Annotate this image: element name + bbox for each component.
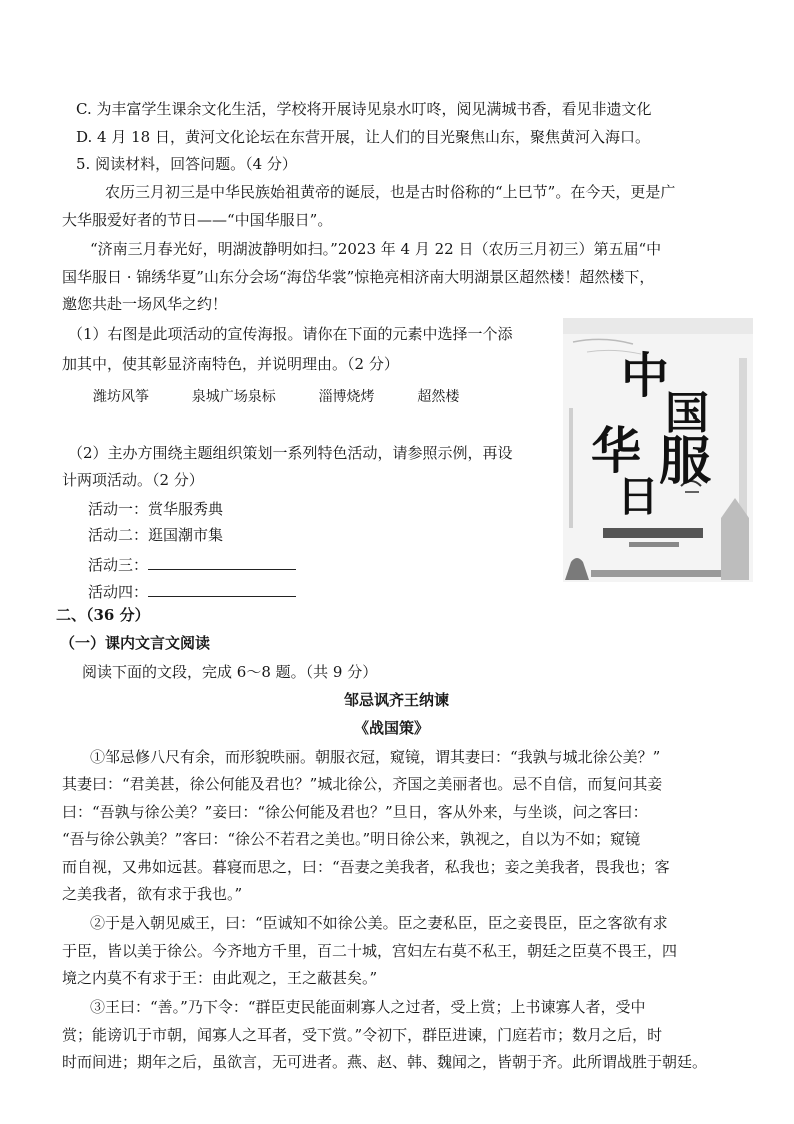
passage-p1-line-5: 而自视，又弗如远甚。暮寝而思之，曰：“吾妻之美我者，私我也；妾之美我者，畏我也；客 bbox=[62, 858, 670, 876]
activity-1: 活动一：赏华服秀典 bbox=[88, 500, 224, 518]
passage-p1-line-6: 之美我者，欲有求于我也。” bbox=[62, 885, 243, 903]
passage-p3-line-3: 时而间进；期年之后，虽欲言，无可进者。燕、赵、韩、魏闻之，皆朝于齐。此所谓战胜于朝廷。 bbox=[62, 1053, 708, 1071]
activity-3-blank[interactable] bbox=[148, 555, 296, 570]
activity-4 bbox=[88, 581, 296, 603]
paragraph-2-line-2: 国华服日 · 锦绣华夏”山东分会场“海岱华裳”惊艳亮相济南大明湖景区超然楼！超然楼下， bbox=[62, 268, 655, 286]
option-weifang-kite: 潍坊风筝 bbox=[93, 389, 149, 405]
paragraph-1-line-1: 农历三月初三是中华民族始祖黄帝的诞辰，也是古时俗称的“上巳节”。在今天，更是广 bbox=[105, 183, 676, 201]
question-5: 5. 阅读材料，回答问题。（4 分） bbox=[76, 155, 297, 173]
passage-p1-line-2: 其妻曰：“君美甚，徐公何能及君也？”城北徐公，齐国之美丽者也。忌不自信，而复问其妾 bbox=[62, 775, 663, 793]
activity-4-label: 活动四： bbox=[88, 583, 149, 601]
passage-p2-line-2: 于臣，皆以美于徐公。今齐地方千里，百二十城，宫妇左右莫不私王，朝廷之臣莫不畏王，四 bbox=[62, 942, 678, 960]
paragraph-1-line-2: 大华服爱好者的节日——“中国华服日”。 bbox=[62, 211, 333, 229]
activity-4-blank[interactable] bbox=[148, 582, 296, 597]
passage-p2-line-3: 境之内莫不有求于王：由此观之，王之蔽甚矣。” bbox=[62, 969, 378, 987]
paragraph-2-line-3: 邀您共赴一场风华之约！ bbox=[62, 295, 228, 313]
paragraph-2-line-1: “济南三月春光好，明湖波静明如扫。”2023 年 4 月 22 日（农历三月初三）第五届“中 bbox=[90, 240, 662, 258]
activity-2: 活动二：逛国潮市集 bbox=[88, 526, 224, 544]
option-zibo-bbq: 淄博烧烤 bbox=[318, 389, 375, 405]
activity-3 bbox=[88, 554, 296, 576]
subsection-1-heading: （一）课内文言文阅读 bbox=[60, 634, 211, 652]
passage-p1-line-1: ①邹忌修八尺有余，而形貌昳丽。朝服衣冠，窥镜，谓其妻曰：“我孰与城北徐公美？” bbox=[90, 748, 661, 766]
poster-char-5: 日 bbox=[617, 472, 660, 521]
passage-p2-line-1: ②于是入朝见威王，曰：“臣诚知不如徐公美。臣之妻私臣，臣之妾畏臣，臣之客欲有求 bbox=[90, 914, 668, 932]
poster-char-4: 服 bbox=[659, 431, 712, 492]
event-poster bbox=[563, 318, 753, 582]
option-quancheng-square: 泉城广场泉标 bbox=[191, 389, 276, 405]
option-d: D. 4 月 18 日，黄河文化论坛在东营开展，让人们的目光聚焦山东，聚焦黄河入海口。 bbox=[76, 128, 650, 146]
poster-char-2: 国 bbox=[665, 388, 709, 439]
passage-p1-line-4: “吾与徐公孰美？”客曰：“徐公不若君之美也。”明日徐公来，孰视之，自以为不如；窥镜 bbox=[62, 830, 641, 848]
option-c: C. 为丰富学生课余文化生活，学校将开展诗见泉水叮咚，阅见满城书香，看见非遗文化 bbox=[76, 100, 652, 118]
option-chaoran-tower: 超然楼 bbox=[417, 389, 460, 405]
passage-p1-line-3: 曰：“吾孰与徐公美？”妾曰：“徐公何能及君也？”旦日，客从外来，与坐谈，问之客曰： bbox=[62, 803, 648, 821]
passage-title: 邹忌讽齐王纳谏 bbox=[344, 691, 450, 709]
poster-char-3: 华 bbox=[591, 421, 641, 480]
question-2-line-1: （2）主办方围绕主题组织策划一系列特色活动，请参照示例，再设 bbox=[68, 444, 513, 462]
question-1-line-1: （1）右图是此项活动的宣传海报。请你在下面的元素中选择一个添 bbox=[68, 325, 513, 343]
passage-source: 《战国策》 bbox=[354, 719, 430, 737]
passage-p3-line-1: ③王曰：“善。”乃下令：“群臣吏民能面刺寡人之过者，受上赏；上书谏寡人者，受中 bbox=[90, 998, 646, 1016]
poster-char-1: 中 bbox=[621, 348, 670, 404]
activity-3-label: 活动三： bbox=[88, 556, 149, 574]
passage-p3-line-2: 赏；能谤讥于市朝，闻寡人之耳者，受下赏。”令初下，群臣进谏，门庭若市；数月之后，时 bbox=[62, 1026, 663, 1044]
question-2-line-2: 计两项活动。（2 分） bbox=[62, 471, 204, 489]
element-options bbox=[93, 385, 497, 408]
question-1-line-2: 加其中，使其彰显济南特色，并说明理由。（2 分） bbox=[62, 355, 399, 373]
section-2-heading: 二、（36 分） bbox=[56, 606, 150, 624]
reading-instruction: 阅读下面的文段，完成 6～8 题。（共 9 分） bbox=[82, 663, 378, 681]
